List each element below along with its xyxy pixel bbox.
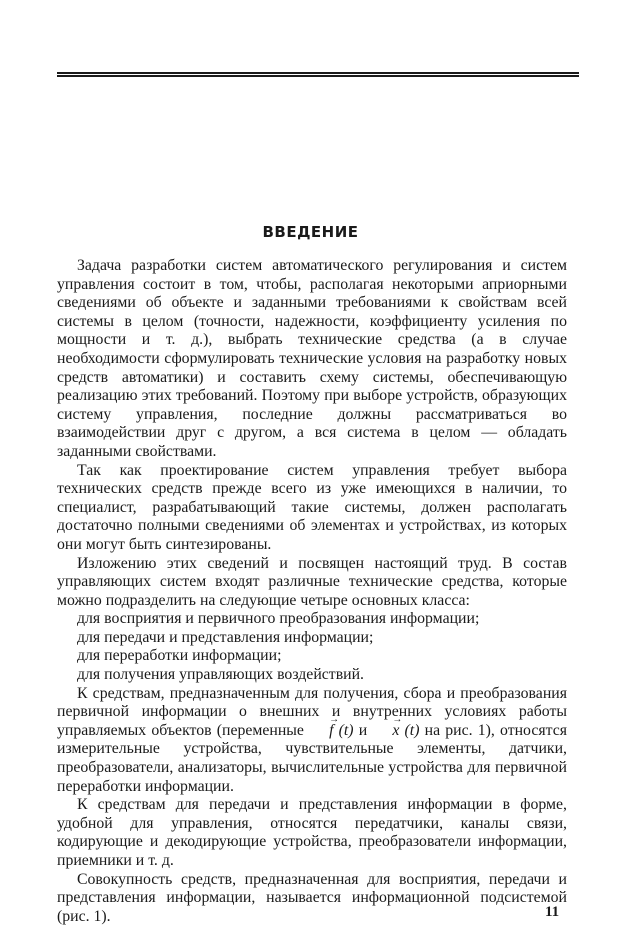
class-item: для восприятия и первичного преобразования информации;: [77, 610, 480, 628]
vector-x: → x: [372, 722, 399, 741]
body-text: [57, 257, 567, 926]
paragraph-intro: Задача разработки систем автоматического регулирования и систем управления состоит в том, чтобы, располагая некоторыми априорными сведениями об объекте и заданными требованиями к свойствам всей системы в целом (точности, надежности, коэффициенту усиления по мощности и т. д.), выбрать технические средства (а в случае необходимости сформулировать технические условия на разработку новых средств автоматики) и составить схему системы, обеспечивающую реализацию этих требований. Поэтому при выборе устройств, образующих систему управления, последние должны рассматриваться во взаимодействии друг с другом, а вся система в целом — обладать заданными свойствами.: [57, 257, 567, 460]
paragraph-measuring-text-2: на рис. 1), относятся измерительные устройства, чувствительные элементы, датчики, преобразователи, анализаторы, вычислительные устройства для первичной переработки информации.: [57, 721, 567, 795]
paragraph-transmission: К средствам для передачи и представления информации в форме, удобной для управления, относятся передатчики, каналы связи, кодирующие и декодирующие устройства, преобразователи информации, приемники и т. д.: [57, 796, 567, 869]
paragraph-classes: Изложению этих сведений и посвящен настоящий труд. В состав управляющих систем входят различные технические средства, которые можно подразделить на следующие четыре основных класса:: [57, 554, 567, 609]
page-number: 11: [545, 904, 560, 920]
header-rule: [57, 72, 579, 77]
section-heading: ВВЕДЕНИЕ: [262, 223, 359, 241]
vector-f: → f: [309, 722, 333, 741]
class-item: для переработки информации;: [77, 647, 282, 665]
class-item: для получения управляющих воздействий.: [77, 666, 365, 684]
paragraph-measuring: [57, 685, 567, 797]
argument-t: (t): [399, 721, 420, 739]
conjunction: и: [353, 721, 373, 739]
paragraph-measuring-text-1: К средствам, предназначенным для получения, сбора и преобразования первичной информации о внешних и внутренних условиях работы управляемых объектов (переменные: [57, 684, 567, 739]
argument-t: (t): [333, 721, 354, 739]
paragraph-design: Так как проектирование систем управления требует выбора технических средств прежде всего из уже имеющихся в наличии, то специалист, разрабатывающий такие системы, должен располагать достаточно полными сведениями об элементах и устройствах, из которых они могут быть синтезированы.: [57, 461, 567, 553]
class-item: для передачи и представления информации;: [77, 628, 374, 646]
paragraph-subsystem: Совокупность средств, предназначенная для восприятия, передачи и представления информации, называется информационной подсистемой (рис. 1).: [57, 870, 567, 925]
